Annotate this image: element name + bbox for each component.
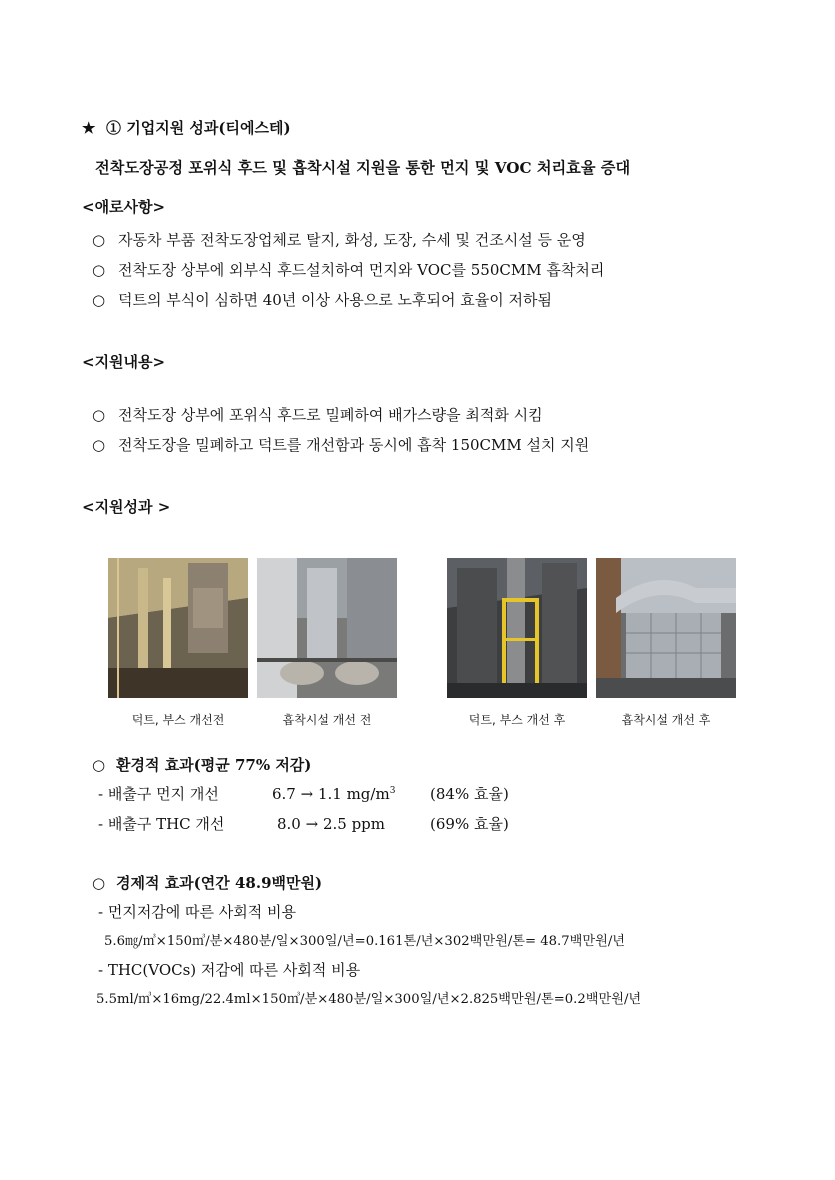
duct-before-photo [108, 558, 248, 698]
thc-efficiency: (69% 효율) [430, 815, 509, 833]
list-item: 덕트의 부식이 심하면 40년 이상 사용으로 노후되어 효율이 저하됨 [118, 291, 552, 309]
adsorption-before-photo [257, 558, 397, 698]
photo-caption: 흡착시설 개선 전 [282, 713, 372, 727]
list-item: 전착도장을 밀폐하고 덕트를 개선함과 동시에 흡착 150CMM 설치 지원 [118, 436, 590, 454]
thc-prefix: - 배출구 THC 개선 [98, 815, 225, 833]
thc-value: 8.0 → 2.5 ppm [277, 815, 386, 833]
bullet-icon: ○ [92, 756, 106, 774]
bullet-icon: ○ [92, 406, 106, 424]
list-item: 자동차 부품 전착도장업체로 탈지, 화성, 도장, 수세 및 건조시설 등 운영 [118, 231, 586, 249]
economic-formula-dust: 5.6㎎/㎥×150㎥/분×480분/일×300일/년=0.161톤/년×302백만원/톤= 48.7백만원/년 [104, 934, 626, 949]
dust-prefix: - 배출구 먼지 개선 [98, 785, 219, 803]
section-title: ① 기업지원 성과(티에스테) [106, 119, 291, 137]
photo-caption: 덕트, 부스 개선전 [131, 713, 225, 727]
economic-line-thc: - THC(VOCs) 저감에 따른 사회적 비용 [98, 961, 361, 979]
economic-heading: 경제적 효과(연간 48.9백만원) [116, 874, 323, 892]
economic-formula-thc: 5.5ml/㎥×16mg/22.4ml×150㎥/분×480분/일×300일/년×2.825백만원/톤=0.2백만원/년 [96, 992, 642, 1007]
support-heading: <지원내용> [82, 353, 166, 371]
list-item: 전착도장 상부에 포위식 후드로 밀폐하여 배가스량을 최적화 시킴 [118, 406, 543, 424]
economic-line-dust: - 먼지저감에 따른 사회적 비용 [98, 903, 297, 921]
bullet-icon: ○ [92, 874, 106, 892]
results-heading: <지원성과 > [82, 498, 171, 516]
dust-efficiency: (84% 효율) [430, 785, 509, 803]
bullet-icon: ○ [92, 436, 106, 454]
dust-value [272, 787, 395, 802]
difficulties-heading: <애로사항> [82, 198, 166, 216]
photo-caption: 덕트, 부스 개선 후 [468, 713, 566, 727]
bullet-icon: ○ [92, 231, 106, 249]
bullet-icon: ○ [92, 261, 106, 279]
environmental-heading: 환경적 효과(평균 77% 저감) [116, 756, 312, 774]
subtitle: 전착도장공정 포위식 후드 및 흡착시설 지원을 통한 먼지 및 VOC 처리효율 증대 [95, 159, 631, 177]
list-item: 전착도장 상부에 외부식 후드설치하여 먼지와 VOC를 550CMM 흡착처리 [118, 261, 605, 279]
bullet-icon: ○ [92, 291, 106, 309]
adsorption-after-photo [596, 558, 736, 698]
dust-unit-superscript: 3 [389, 786, 396, 796]
duct-after-photo [447, 558, 587, 698]
photo-caption: 흡착시설 개선 후 [621, 713, 711, 727]
star-icon: ★ [82, 119, 96, 137]
dust-value-text: 6.7 → 1.1 mg/m [272, 785, 390, 803]
